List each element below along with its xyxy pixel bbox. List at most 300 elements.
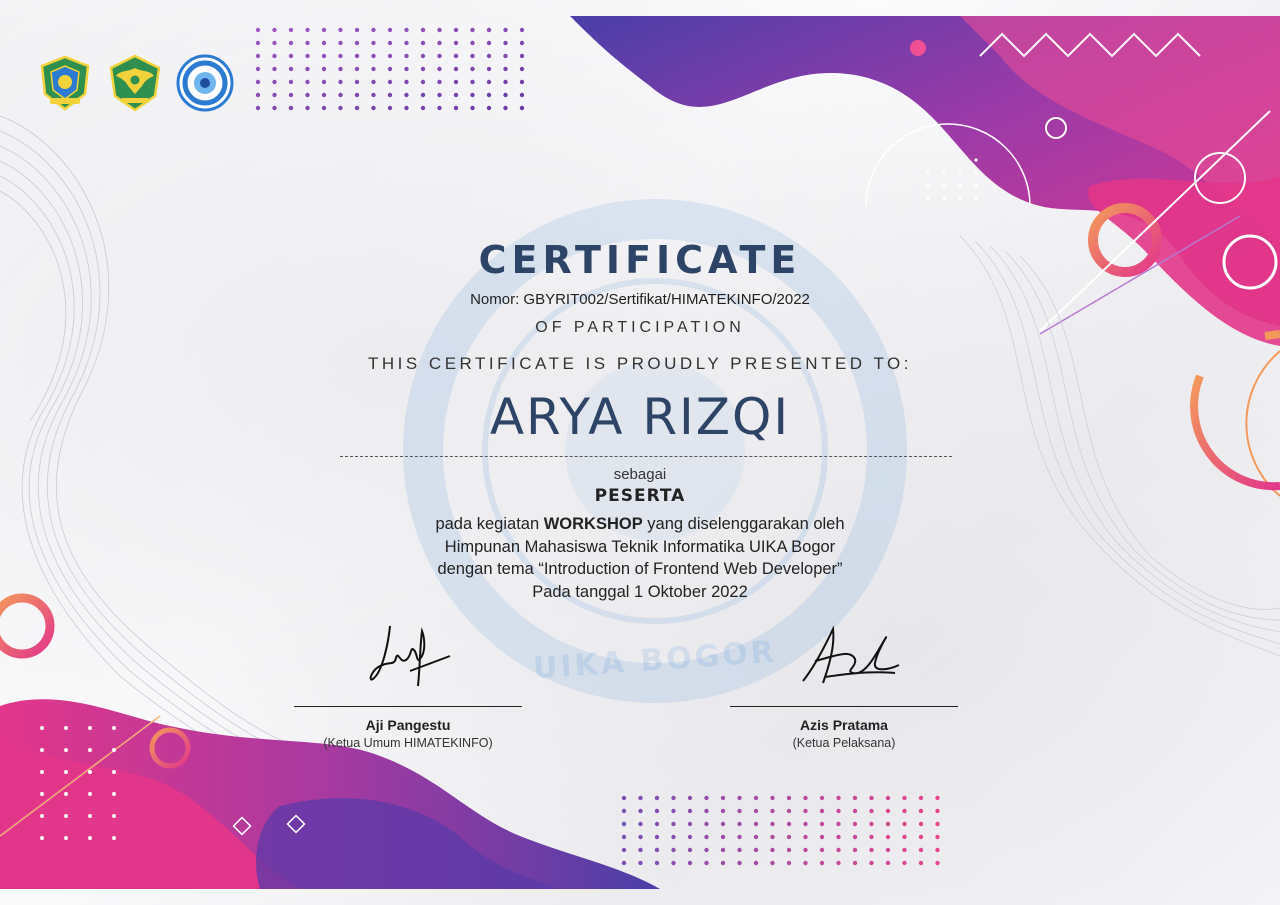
decor-dot (40, 836, 44, 840)
decor-dot (770, 835, 774, 839)
decor-dot (836, 796, 840, 800)
decor-dot (272, 67, 276, 71)
decor-dot (688, 835, 692, 839)
decor-dot (704, 848, 708, 852)
decor-dot (974, 171, 977, 174)
decor-dot (853, 796, 857, 800)
decor-dot (503, 54, 507, 58)
decor-dot (787, 861, 791, 865)
decor-dot (754, 835, 758, 839)
decor-dot (520, 106, 524, 110)
decor-dot (371, 93, 375, 97)
decor-dot (487, 67, 491, 71)
decor-dot (64, 814, 68, 818)
decor-dot (704, 861, 708, 865)
decor-dot (721, 796, 725, 800)
decor-dot (404, 67, 408, 71)
decor-dot (803, 822, 807, 826)
decor-dot (754, 848, 758, 852)
decor-dot (787, 848, 791, 852)
decor-dot (338, 93, 342, 97)
decor-dot (935, 848, 939, 852)
decor-dot (836, 822, 840, 826)
decor-dot (112, 726, 116, 730)
decor-dot (869, 796, 873, 800)
decor-dot (421, 67, 425, 71)
decor-dot (338, 106, 342, 110)
decor-dot (338, 54, 342, 58)
decor-dot (919, 822, 923, 826)
ministry-garuda-logo-icon (106, 54, 164, 112)
decor-dot (88, 726, 92, 730)
decor-dot (470, 80, 474, 84)
decor-dot (322, 106, 326, 110)
decor-dot (902, 809, 906, 813)
signature-scribble-1 (360, 616, 460, 696)
name-divider (340, 456, 952, 457)
decor-dot (622, 809, 626, 813)
decor-dot (853, 822, 857, 826)
decor-dot (371, 54, 375, 58)
decor-dot (256, 93, 260, 97)
decor-dot (919, 848, 923, 852)
decor-dot (470, 54, 474, 58)
decor-dot (688, 861, 692, 865)
decor-dot (919, 796, 923, 800)
body-line-4: Pada tanggal 1 Oktober 2022 (532, 582, 748, 601)
himatekinfo-logo-icon (176, 54, 234, 112)
decor-dot (305, 80, 309, 84)
decor-dot (803, 835, 807, 839)
decor-dot (688, 822, 692, 826)
decor-dot (655, 861, 659, 865)
decor-dot (803, 848, 807, 852)
decor-dot (289, 93, 293, 97)
decor-dot (919, 861, 923, 865)
decor-dot (520, 54, 524, 58)
decor-dot (737, 796, 741, 800)
decor-dot (355, 67, 359, 71)
decor-dot (704, 809, 708, 813)
decor-dot (322, 80, 326, 84)
decor-dot (355, 106, 359, 110)
decor-dot (338, 67, 342, 71)
decor-dot (926, 171, 929, 174)
decor-dot (721, 822, 725, 826)
decor-dot (470, 41, 474, 45)
signature-line-2 (730, 706, 958, 707)
decor-dot (737, 848, 741, 852)
decor-dot (355, 54, 359, 58)
decor-dot (371, 41, 375, 45)
decor-dot (421, 28, 425, 32)
decor-dot (622, 861, 626, 865)
decor-dot (64, 836, 68, 840)
decor-dot (638, 835, 642, 839)
decor-dot (869, 848, 873, 852)
decor-dot (322, 41, 326, 45)
decor-dot (919, 835, 923, 839)
decor-dot (256, 41, 260, 45)
decor-dot (454, 54, 458, 58)
decor-dot (64, 792, 68, 796)
decor-dot (404, 28, 408, 32)
decor-dot (421, 106, 425, 110)
decor-dot (503, 41, 507, 45)
decor-dot (638, 809, 642, 813)
decor-dot (322, 67, 326, 71)
body-line-1 (290, 513, 990, 536)
decor-dot (487, 54, 491, 58)
decor-dot (503, 80, 507, 84)
decor-dot (454, 80, 458, 84)
presented-to-text: THIS CERTIFICATE IS PROUDLY PRESENTED TO: (367, 354, 913, 373)
decor-dot (355, 80, 359, 84)
decor-dot (787, 835, 791, 839)
decor-dot (935, 861, 939, 865)
decor-dot (289, 67, 293, 71)
decor-dot (503, 93, 507, 97)
body-line-3: dengan tema “Introduction of Frontend Web Developer” (437, 560, 843, 578)
decor-dot (355, 41, 359, 45)
decor-dot (388, 54, 392, 58)
decor-dot (289, 41, 293, 45)
decor-dot (902, 848, 906, 852)
watermark-text: UIKA BOGOR (532, 634, 778, 687)
decor-dot (454, 93, 458, 97)
decor-dot (454, 106, 458, 110)
decor-dot (902, 835, 906, 839)
decor-dot (869, 835, 873, 839)
body-line-1-prefix: pada kegiatan (435, 515, 544, 533)
decor-dot (974, 158, 977, 161)
decor-dot (272, 41, 276, 45)
signer-name-2: Azis Pratama (800, 717, 888, 733)
decor-dot (853, 848, 857, 852)
decor-dot (454, 28, 458, 32)
decor-dot (836, 861, 840, 865)
decor-dot (770, 822, 774, 826)
decor-dot (503, 28, 507, 32)
decor-dot (289, 28, 293, 32)
decor-dot (256, 67, 260, 71)
decor-dot (836, 809, 840, 813)
decor-dot (704, 796, 708, 800)
decor-dot (520, 67, 524, 71)
decor-dot (721, 809, 725, 813)
decor-dot (272, 106, 276, 110)
decor-dot (754, 822, 758, 826)
body-line-1-suffix: yang diselenggarakan oleh (642, 515, 845, 533)
decor-dot (388, 93, 392, 97)
decor-dot (404, 54, 408, 58)
decor-dot (338, 80, 342, 84)
decor-dot (935, 796, 939, 800)
decor-dot (437, 80, 441, 84)
certificate-body (290, 513, 990, 603)
decor-dot (338, 28, 342, 32)
decor-dot (622, 822, 626, 826)
decor-dot (671, 848, 675, 852)
decor-dot (638, 861, 642, 865)
decor-dot (64, 726, 68, 730)
decor-dot (388, 41, 392, 45)
decor-dot (520, 28, 524, 32)
decor-dot (388, 28, 392, 32)
decor-dot (487, 106, 491, 110)
decor-dot (622, 848, 626, 852)
decor-dot (305, 28, 309, 32)
decor-dot (853, 809, 857, 813)
decor-dot (503, 67, 507, 71)
decor-dot (820, 822, 824, 826)
decor-dot (322, 54, 326, 58)
signature-block-2 (730, 706, 958, 750)
decor-dot (754, 861, 758, 865)
decor-dot (338, 41, 342, 45)
decor-dot (820, 796, 824, 800)
decor-dot (974, 184, 977, 187)
decor-dot (404, 41, 408, 45)
decor-dot (112, 770, 116, 774)
decor-dot (470, 28, 474, 32)
decor-dot (688, 809, 692, 813)
decor-dot (926, 158, 929, 161)
certificate-number: Nomor: GBYRIT002/Sertifikat/HIMATEKINFO/2022 (470, 291, 810, 308)
decor-dot (487, 28, 491, 32)
decor-dot (371, 28, 375, 32)
decor-dot (487, 41, 491, 45)
decor-dot (935, 822, 939, 826)
decor-dot (886, 809, 890, 813)
decor-dot (371, 80, 375, 84)
decor-dot (958, 184, 961, 187)
logo-row (36, 54, 234, 112)
decor-dot (655, 848, 659, 852)
decor-dot (721, 835, 725, 839)
decor-dot (388, 106, 392, 110)
decor-dot (622, 835, 626, 839)
decor-dot (355, 28, 359, 32)
decor-dot (770, 796, 774, 800)
signer-title-2: (Ketua Pelaksana) (792, 736, 896, 750)
decor-dot (770, 861, 774, 865)
decor-dot (404, 80, 408, 84)
decor-dot (688, 796, 692, 800)
decor-dot (305, 41, 309, 45)
decor-dot (737, 822, 741, 826)
decor-dot (256, 28, 260, 32)
decor-dot (88, 792, 92, 796)
decor-dot (388, 80, 392, 84)
decor-dot (721, 848, 725, 852)
decor-dot (704, 835, 708, 839)
decor-dot (655, 835, 659, 839)
signer-title-1: (Ketua Umum HIMATEKINFO) (323, 736, 493, 750)
decor-dot (305, 106, 309, 110)
decor-dot (322, 28, 326, 32)
decor-dot (638, 822, 642, 826)
decor-dot (902, 861, 906, 865)
decor-dot (437, 67, 441, 71)
decor-dot (721, 861, 725, 865)
decor-dot (256, 106, 260, 110)
decor-dot (272, 93, 276, 97)
decor-dot (88, 814, 92, 818)
decor-dot (487, 80, 491, 84)
decor-dot (437, 41, 441, 45)
decor-dot (655, 809, 659, 813)
decor-dot (958, 158, 961, 161)
decor-dot (836, 848, 840, 852)
decor-dot (787, 822, 791, 826)
decor-dot (272, 28, 276, 32)
decor-dot (638, 848, 642, 852)
decor-dot (112, 748, 116, 752)
decor-dot (770, 809, 774, 813)
decor-dot (322, 93, 326, 97)
decor-dot (289, 106, 293, 110)
decor-dot (820, 835, 824, 839)
signer-name-1: Aji Pangestu (365, 717, 451, 733)
decor-dot (470, 93, 474, 97)
decor-dot (935, 835, 939, 839)
decor-dot (40, 814, 44, 818)
decor-dot (770, 848, 774, 852)
decor-dot (836, 835, 840, 839)
decor-dot (671, 809, 675, 813)
decor-dot (305, 93, 309, 97)
certificate-frame (0, 16, 1280, 889)
event-type: WORKSHOP (543, 515, 643, 533)
decor-dot (112, 792, 116, 796)
decor-dot (40, 770, 44, 774)
decor-dot (869, 861, 873, 865)
decor-dot (655, 822, 659, 826)
decor-dot (454, 67, 458, 71)
decor-dot (942, 158, 945, 161)
decor-dot (305, 54, 309, 58)
decorative-background (0, 16, 1280, 889)
decor-dot (289, 80, 293, 84)
decor-dot (305, 67, 309, 71)
decor-dot (520, 93, 524, 97)
decor-dot (404, 106, 408, 110)
decor-dot (421, 54, 425, 58)
decor-dot (942, 197, 945, 200)
decor-dot (919, 809, 923, 813)
decor-dot (622, 796, 626, 800)
decor-dot (88, 836, 92, 840)
decor-dot (820, 848, 824, 852)
decor-dot (404, 93, 408, 97)
decor-dot (820, 809, 824, 813)
decor-dot (520, 41, 524, 45)
decor-dot (958, 197, 961, 200)
decor-dot (112, 814, 116, 818)
decor-dot (371, 67, 375, 71)
watermark-emblem (423, 219, 887, 683)
decor-dot (688, 848, 692, 852)
decor-dot (256, 54, 260, 58)
decor-dot (935, 809, 939, 813)
decor-dot (737, 835, 741, 839)
decor-dot (754, 796, 758, 800)
decor-dot (272, 80, 276, 84)
decor-dot (272, 54, 276, 58)
decor-dot (886, 835, 890, 839)
certificate-subtitle: OF PARTICIPATION (535, 319, 745, 336)
decor-dot (704, 822, 708, 826)
decor-dot (671, 861, 675, 865)
decor-dot (40, 792, 44, 796)
decor-dot (671, 822, 675, 826)
decor-dot (437, 54, 441, 58)
decor-dot (454, 41, 458, 45)
decor-dot (886, 848, 890, 852)
signature-block-1 (294, 706, 522, 750)
decor-dot (256, 80, 260, 84)
decor-dot (421, 41, 425, 45)
decor-dot (737, 809, 741, 813)
decor-dot (88, 770, 92, 774)
decor-dot (64, 748, 68, 752)
decor-dot (421, 80, 425, 84)
decor-dot (820, 861, 824, 865)
participant-role: PESERTA (594, 486, 686, 506)
decor-dot (803, 861, 807, 865)
decor-dot (803, 796, 807, 800)
decor-dot (421, 93, 425, 97)
signature-scribble-2 (795, 621, 905, 696)
decor-dot (787, 796, 791, 800)
decor-dot (869, 809, 873, 813)
decor-dot (926, 184, 929, 187)
decor-dot (869, 822, 873, 826)
decor-dot (437, 93, 441, 97)
decor-dot (886, 861, 890, 865)
decor-dot (289, 54, 293, 58)
decor-dot (64, 770, 68, 774)
decor-dot (754, 809, 758, 813)
decor-dot (902, 796, 906, 800)
recipient-name: ARYA RIZQI (489, 388, 791, 446)
decor-dot (470, 106, 474, 110)
decor-dot (886, 822, 890, 826)
decor-dot (902, 822, 906, 826)
decor-dot (437, 28, 441, 32)
signature-line-1 (294, 706, 522, 707)
decor-dot (942, 184, 945, 187)
decor-dot (470, 67, 474, 71)
decor-dot (40, 748, 44, 752)
decor-dot (388, 67, 392, 71)
decor-dot (671, 835, 675, 839)
decor-dot (40, 726, 44, 730)
decor-dot (88, 748, 92, 752)
decor-dot (371, 106, 375, 110)
decor-dot (853, 861, 857, 865)
decor-dot (737, 861, 741, 865)
decor-dot (853, 835, 857, 839)
decor-dot (926, 197, 929, 200)
decor-dot (487, 93, 491, 97)
as-label: sebagai (613, 466, 667, 483)
decor-dot (803, 809, 807, 813)
decor-dot (112, 836, 116, 840)
decor-dot (974, 197, 977, 200)
decor-dot (437, 106, 441, 110)
